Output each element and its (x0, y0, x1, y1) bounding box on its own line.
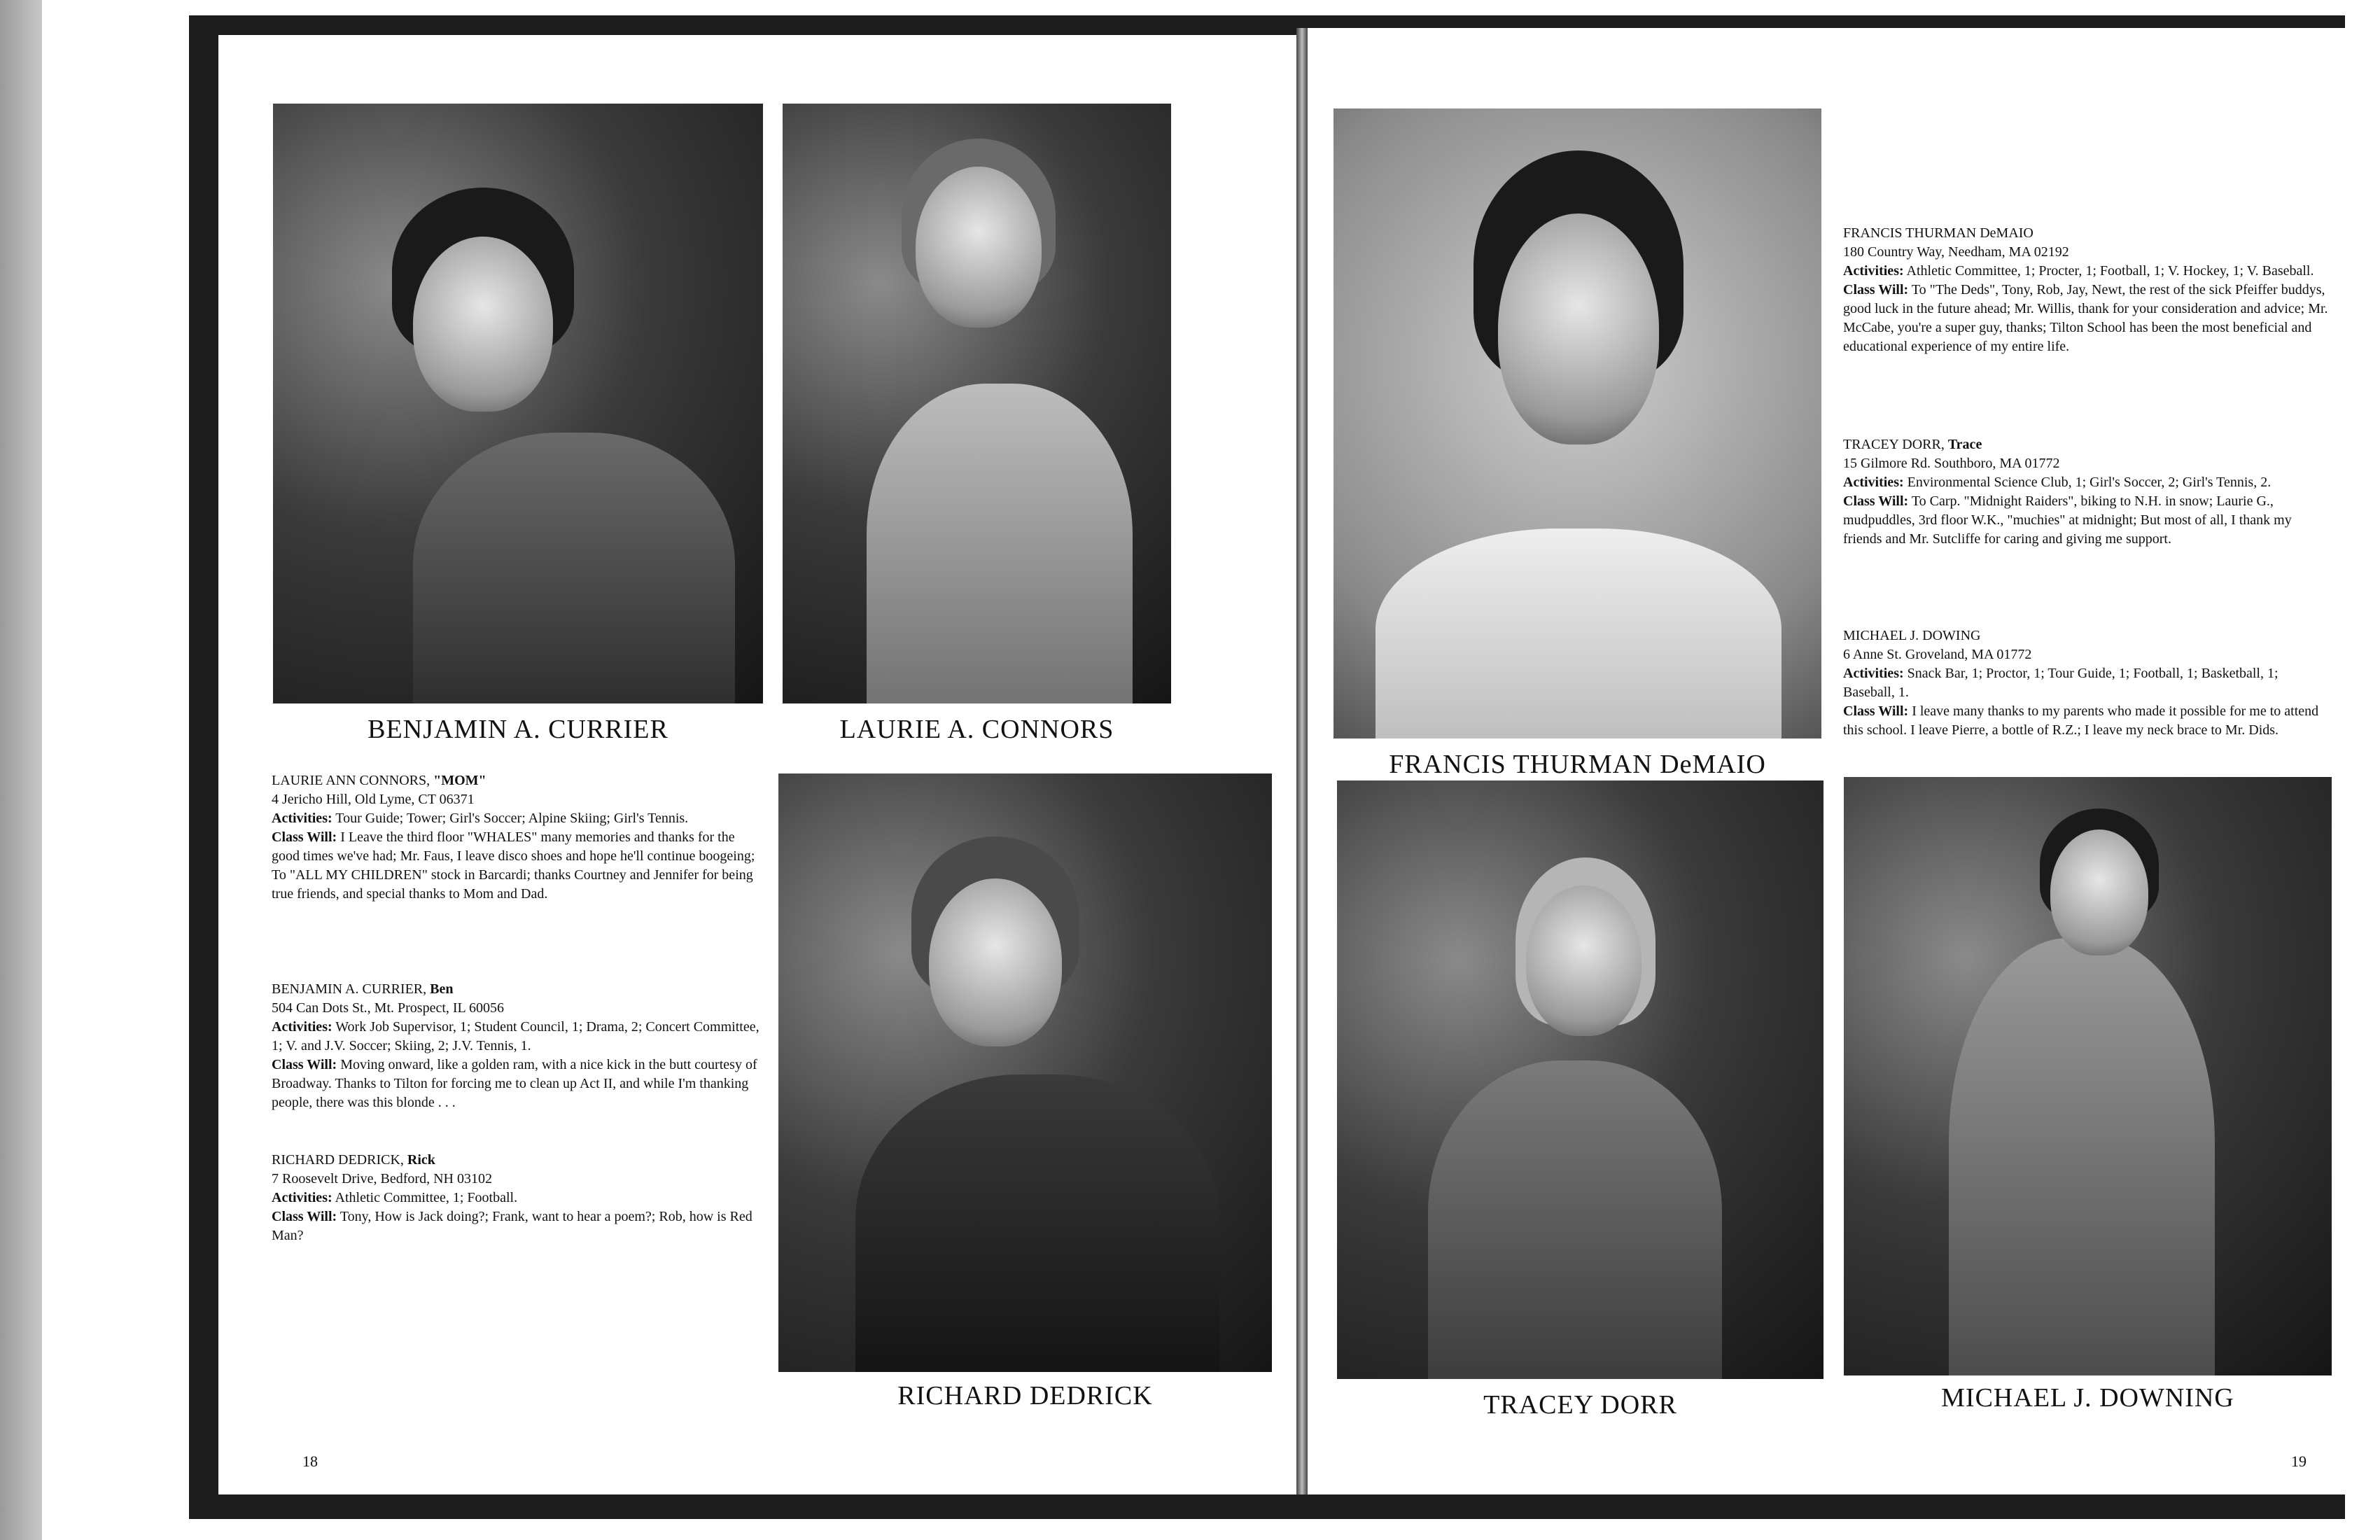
bio-activities-label: Activities: (272, 1190, 332, 1205)
bio-will: I leave many thanks to my parents who made it possible for me to attend this school. I leave Pierre, a bottle of R.Z.; I leave my neck brace to Mr. Dids. (1843, 704, 2319, 738)
bio-will-label: Class Will: (272, 830, 337, 845)
bio-will: I Leave the third floor "WHALES" many memories and thanks for the good times we've had; Mr. Faus, I leave disco shoes and hope he'll continue boogeing; To "ALL MY CHILDREN" stock in Barcardi; thanks Courtney and Jennifer for being true friends, and special thanks to Mom and Dad. (272, 830, 755, 902)
caption-richard-dedrick: RICHARD DEDRICK (897, 1381, 1153, 1410)
bio-will: To Carp. "Midnight Raiders", biking to N.H. in snow; Laurie G., mudpuddles, 3rd floor W.K., "muchies" at midnight; But most of all, I thank my friends and Mr. Sutcliffe for caring and giving me support. (1843, 493, 2292, 547)
bio-laurie-connors (272, 771, 765, 904)
photo-benjamin-currier (273, 104, 763, 704)
bio-activities: Athletic Committee, 1; Procter, 1; Football, 1; V. Hockey, 1; V. Baseball. (1906, 263, 2314, 279)
bio-activities-label: Activities: (1843, 666, 1904, 681)
bio-will: To "The Deds", Tony, Rob, Jay, Newt, the rest of the sick Pfeiffer buddys, good luck in the future ahead; Mr. Willis, thank for your consideration and advice; Mr. McCabe, you're a super guy, thanks; Tilton School has been the most beneficial and educational experience of my entire life. (1843, 282, 2328, 354)
bio-michael-downing (1843, 626, 2333, 740)
bio-nickname: Ben (430, 981, 454, 997)
bio-activities: Environmental Science Club, 1; Girl's Soccer, 2; Girl's Tennis, 2. (1907, 475, 2272, 490)
yearbook-page-19 (1308, 28, 2352, 1494)
bio-activities-label: Activities: (272, 811, 332, 826)
book-gutter (1296, 28, 1308, 1494)
bio-name: FRANCIS THURMAN DeMAIO (1843, 225, 2033, 241)
bio-nickname: Trace (1947, 437, 1982, 452)
bio-address: 4 Jericho Hill, Old Lyme, CT 06371 (272, 792, 475, 807)
bio-activities-label: Activities: (272, 1019, 332, 1035)
bio-name: BENJAMIN A. CURRIER, (272, 981, 427, 997)
bio-activities-label: Activities: (1843, 475, 1904, 490)
bio-activities: Snack Bar, 1; Proctor, 1; Tour Guide, 1; Football, 1; Basketball, 1; Baseball, 1. (1843, 666, 2278, 700)
caption-tracey-dorr: TRACEY DORR (1483, 1390, 1677, 1420)
bio-will-label: Class Will: (1843, 493, 1909, 509)
caption-benjamin-currier: BENJAMIN A. CURRIER (368, 715, 668, 744)
bio-activities-label: Activities: (1843, 263, 1904, 279)
bio-will-label: Class Will: (1843, 704, 1909, 719)
bio-address: 504 Can Dots St., Mt. Prospect, IL 60056 (272, 1000, 505, 1016)
bio-will: Tony, How is Jack doing?; Frank, want to hear a poem?; Rob, how is Red Man? (272, 1209, 752, 1243)
bio-will-label: Class Will: (1843, 282, 1909, 298)
page-number-right: 19 (2291, 1452, 2306, 1470)
bio-activities: Work Job Supervisor, 1; Student Council, 1; Drama, 2; Concert Committee, 1; V. and J.V. Soccer; Skiing, 2; J.V. Tennis, 1. (272, 1019, 760, 1054)
bio-will-label: Class Will: (272, 1057, 337, 1072)
bio-will-label: Class Will: (272, 1209, 337, 1224)
photo-richard-dedrick (778, 774, 1272, 1372)
bio-address: 7 Roosevelt Drive, Bedford, NH 03102 (272, 1171, 492, 1186)
bio-benjamin-currier (272, 980, 765, 1112)
bio-name: MICHAEL J. DOWING (1843, 628, 1981, 643)
bio-richard-dedrick (272, 1151, 765, 1245)
photo-francis-demaio (1334, 108, 1821, 738)
bio-name: RICHARD DEDRICK, (272, 1152, 404, 1168)
photo-michael-downing (1844, 777, 2332, 1376)
bio-activities: Athletic Committee, 1; Football. (335, 1190, 518, 1205)
caption-michael-downing: MICHAEL J. DOWNING (1941, 1383, 2234, 1413)
photo-laurie-connors (783, 104, 1171, 704)
bio-activities: Tour Guide; Tower; Girl's Soccer; Alpine Skiing; Girl's Tennis. (335, 811, 689, 826)
bio-francis-demaio (1843, 224, 2333, 356)
bio-will: Moving onward, like a golden ram, with a nice kick in the butt courtesy of Broadway. Thanks to Tilton for forcing me to clean up Act II, and while I'm thanking people, there was this blonde . . . (272, 1057, 757, 1110)
bio-nickname: Rick (407, 1152, 435, 1168)
bio-name: LAURIE ANN CONNORS, (272, 773, 430, 788)
scan-left-edge (0, 0, 42, 1540)
photo-tracey-dorr (1337, 780, 1823, 1379)
bio-address: 180 Country Way, Needham, MA 02192 (1843, 244, 2069, 260)
caption-francis-demaio: FRANCIS THURMAN DeMAIO (1389, 750, 1766, 779)
caption-laurie-connors: LAURIE A. CONNORS (839, 715, 1114, 744)
page-number-left: 18 (302, 1452, 318, 1470)
bio-nickname: "MOM" (433, 773, 486, 788)
bio-name: TRACEY DORR, (1843, 437, 1945, 452)
bio-address: 6 Anne St. Groveland, MA 01772 (1843, 647, 2032, 662)
bio-tracey-dorr (1843, 435, 2333, 549)
yearbook-page-18 (218, 35, 1296, 1494)
bio-address: 15 Gilmore Rd. Southboro, MA 01772 (1843, 456, 2060, 471)
